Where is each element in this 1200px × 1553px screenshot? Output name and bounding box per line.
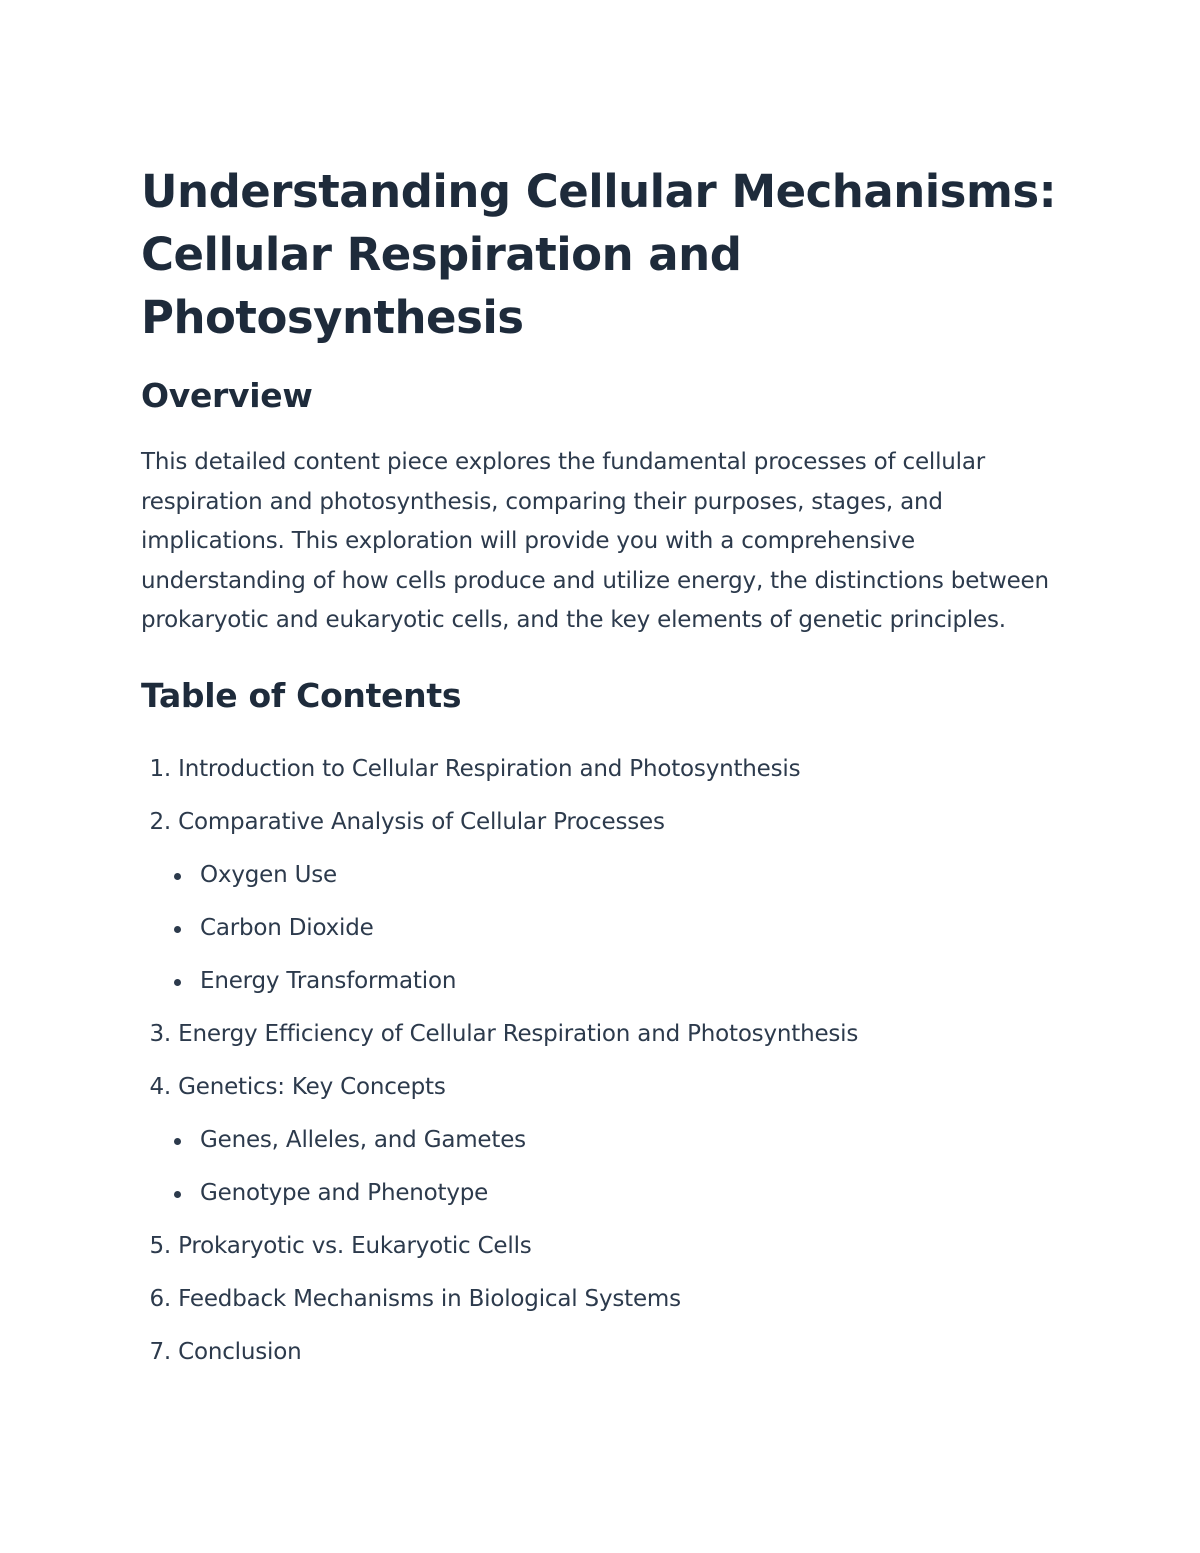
document-title [141,160,1071,349]
toc-item-number: 3. [149,1020,171,1047]
toc-item-number: 6. [149,1285,171,1312]
overview-paragraph: This detailed content piece explores the fundamental processes of cellular respiration and photosynthesis, comparing their purposes, stages, and implications. This exploration will provide you with a comprehensive understanding of how cells produce and utilize energy, the distinctions between prokaryotic and eukaryotic cells, and the key elements of genetic principles. [141,449,1049,633]
table-of-contents-list [141,743,1071,1379]
toc-subitem [141,849,1071,902]
toc-subitem-label: Energy Transformation [200,967,457,994]
toc-subitem [141,902,1071,955]
bullet-icon [174,1191,181,1198]
toc-subitem-label: Genes, Alleles, and Gametes [200,1126,526,1153]
toc-item-number: 1. [149,755,171,782]
bullet-icon [174,873,181,880]
document-page [141,160,1071,1379]
title-line-1: Understanding Cellular Mechanisms: [141,165,1057,218]
toc-item [141,743,1071,796]
toc-item [141,1008,1071,1061]
bullet-icon [174,926,181,933]
toc-item-number: 4. [149,1073,171,1100]
toc-item-label: Feedback Mechanisms in Biological Systems [178,1285,681,1312]
toc-subitem-label: Genotype and Phenotype [200,1179,489,1206]
toc-item-number: 5. [149,1232,171,1259]
toc-item [141,1273,1071,1326]
toc-subitem [141,1114,1071,1167]
toc-subitem-label: Oxygen Use [200,861,337,888]
toc-item [141,796,1071,849]
toc-item-label: Prokaryotic vs. Eukaryotic Cells [178,1232,532,1259]
table-of-contents-heading: Table of Contents [141,675,462,715]
bullet-icon [174,1138,181,1145]
title-line-2: Cellular Respiration and Photosynthesis [141,228,742,344]
overview-heading: Overview [141,376,313,415]
toc-subitem [141,1167,1071,1220]
toc-item-label: Genetics: Key Concepts [178,1073,446,1100]
toc-item-number: 7. [149,1338,171,1365]
bullet-icon [174,979,181,986]
toc-item-label: Conclusion [178,1338,302,1365]
toc-item-number: 2. [149,808,171,835]
toc-item [141,1061,1071,1114]
toc-subitem [141,955,1071,1008]
toc-item-label: Comparative Analysis of Cellular Processes [178,808,665,835]
toc-item-label: Introduction to Cellular Respiration and Photosynthesis [178,755,801,782]
toc-item [141,1326,1071,1379]
toc-item-label: Energy Efficiency of Cellular Respiration and Photosynthesis [178,1020,859,1047]
toc-item [141,1220,1071,1273]
toc-subitem-label: Carbon Dioxide [200,914,374,941]
